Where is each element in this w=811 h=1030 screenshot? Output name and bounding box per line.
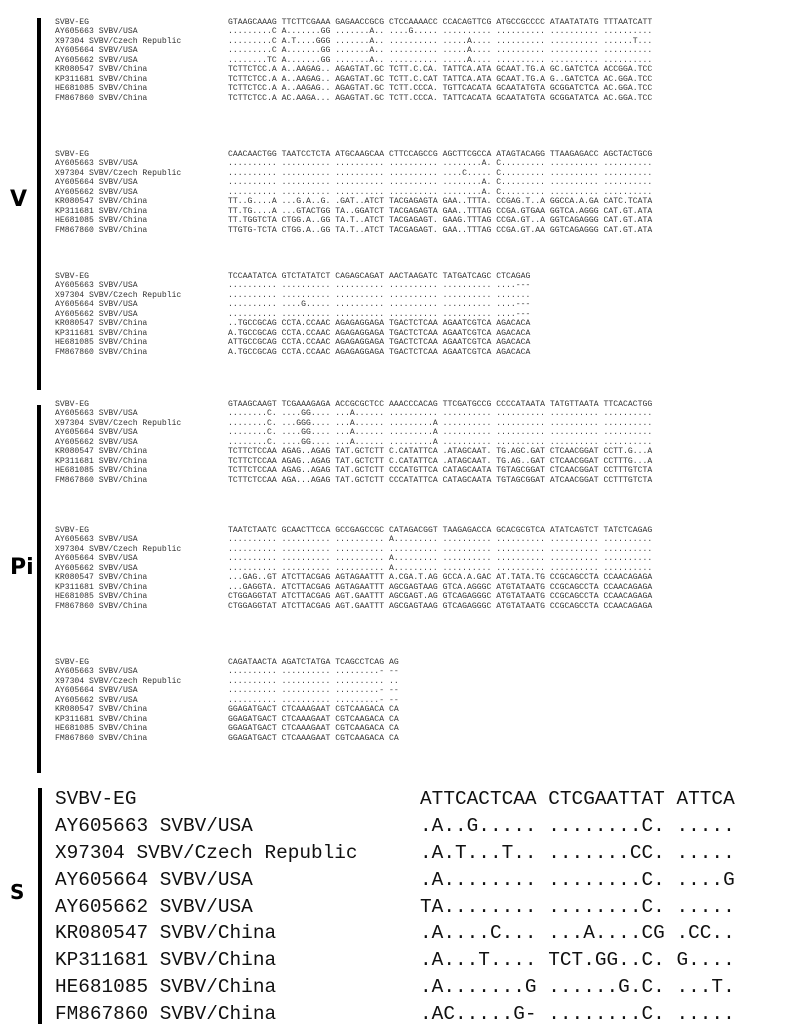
- alignment-row: [55, 526, 652, 535]
- sequence-name: AY605662 SVBV/USA: [55, 563, 138, 573]
- sequence-data: .......... .......... .......... .......... ........A. C......... .......... ..........: [228, 159, 653, 169]
- sequence-name: AY605663 SVBV/USA: [55, 159, 138, 169]
- alignment-row: [55, 310, 530, 319]
- sequence-name: KP311681 SVBV/China: [55, 582, 148, 592]
- alignment-row: [55, 169, 652, 178]
- sequence-name: AY605664 SVBV/USA: [55, 46, 138, 56]
- alignment-row: [55, 197, 652, 206]
- sequence-data: TAATCTAATC GCAACTTCCA GCCGAGCCGC CATAGACGGT TAAGAGACCA GCACGCGTCA ATATCAGTCT TATCTCAGAG: [228, 526, 653, 535]
- sequence-name: AY605662 SVBV/USA: [55, 55, 138, 65]
- sequence-data: ........C. ....GG.... ...A...... .........A .......... .......... .......... ..........: [228, 428, 653, 438]
- alignment-row: [55, 573, 652, 582]
- sequence-data: TT.TG....A ...GTACTGG TA..GGATCT TACGAGAGTA GAA..TTTAG CCGA.GTGAA GGTCA.AGGG CAT.GT.ATA: [228, 206, 653, 216]
- alignment-row: [55, 813, 735, 840]
- sequence-data: TCTTCTCC.A A..AAGAG.. AGAGTAT.GC TCTT.CCCA. TGTTCACATA GCAATATGTA GCGGATCTCA AC.GGA.TCC: [228, 84, 653, 94]
- sequence-name: KP311681 SVBV/China: [55, 206, 148, 216]
- alignment-row: [55, 447, 652, 456]
- alignment-row: [55, 46, 652, 55]
- sequence-data: ........TC A.......GG .......A.. .......... .....A.... .......... .......... ..........: [228, 55, 653, 65]
- sequence-data: .......... .......... .........- --: [228, 695, 399, 705]
- sequence-data: GTAAGCAAAG TTCTTCGAAA GAGAACCGCG CTCCAAAACC CCACAGTTCG ATGCCGCCCC ATAATATATG TTTAATCATT: [228, 18, 653, 27]
- sequence-name: FM867860 SVBV/China: [55, 347, 148, 357]
- sequence-name: KP311681 SVBV/China: [55, 714, 148, 724]
- sequence-name: KP311681 SVBV/China: [55, 456, 148, 466]
- alignment-row: [55, 947, 735, 974]
- sequence-name: AY605664 SVBV/USA: [55, 300, 138, 310]
- sequence-data: ...GAGGTA. ATCTTACGAG AGTAGAATTT AGCGAGTAAG GTCA.AGGGC ATGTATAATG CCGCAGCCTA CCAACAGAGA: [228, 582, 653, 592]
- alignment-row: [55, 696, 399, 705]
- sequence-data: GTAAGCAAGT TCGAAAGAGA ACCGCGCTCC AAACCCACAG TTCGATGCCG CCCCATAATA TATGTTAATA TTCACACTGG: [228, 400, 653, 409]
- alignment-row: [55, 338, 530, 347]
- sequence-name: AY605664 SVBV/USA: [55, 686, 138, 696]
- sequence-name: HE681085 SVBV/China: [55, 84, 148, 94]
- sequence-name: FM867860 SVBV/China: [55, 601, 148, 611]
- sequence-name: X97304 SVBV/Czech Republic: [55, 168, 182, 178]
- sequence-data: GGAGATGACT CTCAAAGAAT CGTCAAGACA CA: [228, 714, 399, 724]
- alignment-block-v-3: [55, 272, 530, 357]
- sequence-data: .......... .......... .......... .......... ........A. C......... .......... ..........: [228, 178, 653, 188]
- sequence-data: .........C A.......GG .......A.. .......... .....A.... .......... .......... ..........: [228, 46, 653, 56]
- sequence-data: .......... .......... .......... .......... ....C..... C......... .......... ..........: [228, 168, 653, 178]
- alignment-row: [55, 583, 652, 592]
- alignment-row: [55, 715, 399, 724]
- sequence-name: KR080547 SVBV/China: [55, 447, 148, 457]
- alignment-row: [55, 27, 652, 36]
- sequence-data: .......... .......... .......... .......... ........A. C......... .......... ..........: [228, 187, 653, 197]
- alignment-row: [55, 867, 735, 894]
- sequence-name: X97304 SVBV/Czech Republic: [55, 544, 182, 554]
- alignment-row: [55, 535, 652, 544]
- alignment-row: [55, 920, 735, 947]
- alignment-row: [55, 272, 530, 281]
- sequence-name: HE681085 SVBV/China: [55, 466, 148, 476]
- sequence-name: KP311681 SVBV/China: [55, 949, 277, 972]
- sequence-name: SVBV-EG: [55, 788, 137, 810]
- alignment-row: [55, 319, 530, 328]
- sequence-data: TT..G....A ...G.A..G. .GAT..ATCT TACGAGAGTA GAA..TTTA. CCGAG.T..A GGCCA.A.GA CATC.TCATA: [228, 197, 653, 207]
- sequence-name: HE681085 SVBV/China: [55, 724, 148, 734]
- sequence-data: CTGGAGGTAT ATCTTACGAG AGT.GAATTT AGCGAGTAAG GTCAGAGGGC ATGTATAATG CCGCAGCCTA CCAACAGAGA: [228, 601, 653, 611]
- sequence-name: X97304 SVBV/Czech Republic: [55, 841, 358, 864]
- sequence-name: AY605662 SVBV/USA: [55, 895, 253, 918]
- alignment-row: [55, 65, 652, 74]
- alignment-row: [55, 786, 735, 813]
- alignment-row: [55, 428, 652, 437]
- sequence-name: FM867860 SVBV/China: [55, 733, 148, 743]
- alignment-block-v-1: [55, 18, 652, 103]
- sequence-data: .......... .......... .......... A......... .......... .......... .......... ..........: [228, 554, 653, 564]
- sequence-name: FM867860 SVBV/China: [55, 225, 148, 235]
- alignment-row: [55, 545, 652, 554]
- sequence-data: TCTTCTCCAA AGAG..AGAG TAT.GCTCTT C.CATATTCA .ATAGCAAT. TG.AG..GAT CTCAACGGAT CCTTTG...A: [228, 456, 653, 466]
- sequence-name: X97304 SVBV/Czech Republic: [55, 676, 182, 686]
- section-s-bracket: [38, 788, 42, 1024]
- sequence-data: CAACAACTGG TAATCCTCTA ATGCAAGCAA CTTCCAGCCG AGCTTCGCCA ATAGTACAGG TTAAGAGACC AGCTACTGCG: [228, 150, 653, 159]
- sequence-data: .......... .......... .......... .......... .......... .......: [228, 290, 531, 300]
- sequence-name: KR080547 SVBV/China: [55, 65, 148, 75]
- sequence-data: .......... .......... .........- --: [228, 686, 399, 696]
- sequence-data: A.TGCCGCAG CCTA.CCAAC AGAGAGGAGA TGACTCTCAA AGAATCGTCA AGACACA: [228, 328, 531, 338]
- alignment-row: [55, 400, 652, 409]
- sequence-data: TCTTCTCCAA AGAG..AGAG TAT.GCTCTT CCCATGTTCA CATAGCAATA TGTAGCGGAT CTCAACGGAT CCTTTGTCTA: [228, 466, 653, 476]
- sequence-data: .A..G..... ........C. .....: [420, 814, 735, 837]
- alignment-row: [55, 974, 735, 1001]
- alignment-block-pi-3: [55, 658, 399, 743]
- sequence-name: FM867860 SVBV/China: [55, 93, 148, 103]
- sequence-data: TTGTG-TCTA CTGG.A..GG TA.T..ATCT TACGAGAGT. GAA..TTTAG CCGA.GT.AA GGTCAGAGGG CAT.GT.ATA: [228, 225, 653, 235]
- sequence-name: AY605662 SVBV/USA: [55, 437, 138, 447]
- alignment-row: [55, 94, 652, 103]
- sequence-data: .A.T...T.. .......CC. .....: [420, 841, 735, 864]
- sequence-data: .......... .......... .........- --: [228, 667, 399, 677]
- sequence-data: A.TGCCGCAG CCTA.CCAAC AGAGAGGAGA TGACTCTCAA AGAATCGTCA AGACACA: [228, 347, 531, 357]
- alignment-row: [55, 178, 652, 187]
- sequence-data: .......... .......... .......... .......... .......... ....---: [228, 281, 531, 291]
- sequence-data: TA........ ........C. .....: [420, 895, 735, 918]
- alignment-row: [55, 281, 530, 290]
- sequence-name: AY605662 SVBV/USA: [55, 309, 138, 319]
- section-pi-label: Pi: [10, 555, 34, 580]
- alignment-row: [55, 300, 530, 309]
- alignment-row: [55, 840, 735, 867]
- sequence-name: AY605663 SVBV/USA: [55, 814, 253, 837]
- sequence-name: KR080547 SVBV/China: [55, 705, 148, 715]
- sequence-name: HE681085 SVBV/China: [55, 976, 277, 999]
- alignment-row: [55, 159, 652, 168]
- sequence-name: AY605664 SVBV/USA: [55, 428, 138, 438]
- alignment-row: [55, 705, 399, 714]
- alignment-row: [55, 207, 652, 216]
- section-s-label: S: [10, 880, 25, 904]
- alignment-row: [55, 75, 652, 84]
- sequence-data: .......... .......... .......... .......... .......... ....---: [228, 309, 531, 319]
- sequence-name: AY605663 SVBV/USA: [55, 281, 138, 291]
- sequence-name: X97304 SVBV/Czech Republic: [55, 418, 182, 428]
- alignment-row: [55, 18, 652, 27]
- section-v-label: V: [10, 187, 28, 212]
- sequence-data: ..TGCCGCAG CCTA.CCAAC AGAGAGGAGA TGACTCTCAA AGAATCGTCA AGACACA: [228, 319, 531, 329]
- alignment-row: [55, 894, 735, 921]
- section-v-bracket: [37, 18, 41, 390]
- alignment-block-pi-2: [55, 526, 652, 611]
- alignment-block-v-2: [55, 150, 652, 235]
- alignment-row: [55, 564, 652, 573]
- alignment-row: [55, 419, 652, 428]
- alignment-row: [55, 348, 530, 357]
- section-pi-bracket: [37, 405, 41, 773]
- sequence-data: .......... .......... .......... .......... .......... .......... .......... ..........: [228, 544, 653, 554]
- sequence-data: .......... .......... .......... A......... .......... .......... .......... ..........: [228, 563, 653, 573]
- alignment-row: [55, 724, 399, 733]
- alignment-row: [55, 188, 652, 197]
- sequence-name: AY605663 SVBV/USA: [55, 667, 138, 677]
- alignment-row: [55, 84, 652, 93]
- sequence-data: ...GAG..GT ATCTTACGAG AGTAGAATTT A.CGA.T.AG GCCA.A.GAC AT.TATA.TG CCGCAGCCTA CCAACAGAGA: [228, 573, 653, 583]
- sequence-data: TCCAATATCA GTCTATATCT CAGAGCAGAT AACTAAGATC TATGATCAGC CTCAGAG: [228, 272, 531, 281]
- sequence-name: AY605664 SVBV/USA: [55, 178, 138, 188]
- alignment-row: [55, 677, 399, 686]
- sequence-name: SVBV-EG: [55, 150, 89, 159]
- sequence-data: TT.TGGTCTA CTGG.A..GG TA.T..ATCT TACGAGAGT. GAAG.TTTAG CCGA.GT..A GGTCAGAGGG CAT.GT.ATA: [228, 216, 653, 226]
- sequence-data: .A........ ........C. ....G: [420, 868, 735, 891]
- sequence-name: KR080547 SVBV/China: [55, 922, 277, 945]
- sequence-name: SVBV-EG: [55, 658, 89, 667]
- sequence-name: KR080547 SVBV/China: [55, 319, 148, 329]
- sequence-name: FM867860 SVBV/China: [55, 475, 148, 485]
- sequence-data: .........C A.T....GGG .......A.. .......... .....A.... .......... .......... ......T...: [228, 36, 653, 46]
- sequence-name: AY605664 SVBV/USA: [55, 554, 138, 564]
- alignment-row: [55, 476, 652, 485]
- alignment-row: [55, 216, 652, 225]
- sequence-data: .A.......G ......G.C. ...T.: [420, 976, 735, 999]
- sequence-data: TCTTCTCC.A A..AAGAG.. AGAGTAT.GC TCTT.C.CA. TATTCA.ATA GCAAT.TG.A GC.GATCTCA ACCGGA.TCC: [228, 65, 653, 75]
- sequence-data: ATTCACTCAA CTCGAATTAT ATTCA: [420, 788, 735, 810]
- alignment-row: [55, 56, 652, 65]
- sequence-data: GGAGATGACT CTCAAAGAAT CGTCAAGACA CA: [228, 733, 399, 743]
- sequence-name: SVBV-EG: [55, 526, 89, 535]
- sequence-data: GGAGATGACT CTCAAAGAAT CGTCAAGACA CA: [228, 724, 399, 734]
- sequence-name: X97304 SVBV/Czech Republic: [55, 290, 182, 300]
- sequence-data: .A....C... ...A....CG .CC..: [420, 922, 735, 945]
- sequence-name: KR080547 SVBV/China: [55, 573, 148, 583]
- alignment-row: [55, 1001, 735, 1028]
- alignment-row: [55, 457, 652, 466]
- sequence-data: ATTGCCGCAG CCTA.CCAAC AGAGAGGAGA TGACTCTCAA AGAATCGTCA AGACACA: [228, 338, 531, 348]
- sequence-data: .AC.....G- ........C. .....: [420, 1003, 735, 1026]
- sequence-data: CTGGAGGTAT ATCTTACGAG AGT.GAATTT AGCGAGT.AG GTCAGAGGGC ATGTATAATG CCGCAGCCTA CCAACAGAGA: [228, 592, 653, 602]
- alignment-row: [55, 226, 652, 235]
- alignment-row: [55, 291, 530, 300]
- sequence-name: AY605662 SVBV/USA: [55, 187, 138, 197]
- alignment-row: [55, 466, 652, 475]
- sequence-name: AY605663 SVBV/USA: [55, 409, 138, 419]
- sequence-data: TCTTCTCC.A A..AAGAG.. AGAGTAT.GC TCTT.C.CAT TATTCA.ATA GCAAT.TG.A G..GATCTCA AC.GGA.TCC: [228, 74, 653, 84]
- sequence-data: .......... .......... .......... ..: [228, 676, 399, 686]
- alignment-row: [55, 329, 530, 338]
- sequence-data: TCTTCTCC.A AC.AAGA... AGAGTAT.GC TCTT.CCCA. TATTCACATA GCAATATGTA GCGGATATCA AC.GGA.TCC: [228, 93, 653, 103]
- sequence-name: SVBV-EG: [55, 272, 89, 281]
- sequence-name: AY605662 SVBV/USA: [55, 695, 138, 705]
- sequence-data: CAGATAACTA AGATCTATGA TCAGCCTCAG AG: [228, 658, 399, 667]
- sequence-data: TCTTCTCCAA AGAG..AGAG TAT.GCTCTT C.CATATTCA .ATAGCAAT. TG.AGC.GAT CTCAACGGAT CCTT.G...A: [228, 447, 653, 457]
- sequence-name: HE681085 SVBV/China: [55, 338, 148, 348]
- sequence-name: SVBV-EG: [55, 18, 89, 27]
- sequence-name: FM867860 SVBV/China: [55, 1003, 277, 1026]
- alignment-row: [55, 658, 399, 667]
- alignment-row: [55, 686, 399, 695]
- alignment-row: [55, 667, 399, 676]
- sequence-data: .......... .......... .......... A......... .......... .......... .......... ..........: [228, 535, 653, 545]
- sequence-name: AY605664 SVBV/USA: [55, 868, 253, 891]
- sequence-data: .......... ....G..... .......... .......... .......... ....---: [228, 300, 531, 310]
- alignment-row: [55, 554, 652, 563]
- alignment-row: [55, 734, 399, 743]
- alignment-row: [55, 150, 652, 159]
- sequence-data: GGAGATGACT CTCAAAGAAT CGTCAAGACA CA: [228, 705, 399, 715]
- sequence-data: ........C. ....GG.... ...A...... .........A .......... .......... .......... ..........: [228, 437, 653, 447]
- sequence-name: AY605663 SVBV/USA: [55, 27, 138, 37]
- sequence-name: SVBV-EG: [55, 400, 89, 409]
- alignment-block-s-1: [55, 786, 735, 1028]
- alignment-row: [55, 592, 652, 601]
- sequence-data: .A...T.... TCT.GG..C. G....: [420, 949, 735, 972]
- sequence-data: TCTTCTCCAA AGA...AGAG TAT.GCTCTT CCCATATTCA CATAGCAATA TGTAGCGGAT ATCAACGGAT CCTTTGTCTA: [228, 475, 653, 485]
- sequence-name: HE681085 SVBV/China: [55, 592, 148, 602]
- sequence-name: KR080547 SVBV/China: [55, 197, 148, 207]
- alignment-row: [55, 37, 652, 46]
- alignment-row: [55, 409, 652, 418]
- sequence-name: AY605663 SVBV/USA: [55, 535, 138, 545]
- sequence-name: KP311681 SVBV/China: [55, 328, 148, 338]
- sequence-data: ........C. ...GGG.... ...A...... .........A .......... .......... .......... ..........: [228, 418, 653, 428]
- sequence-name: KP311681 SVBV/China: [55, 74, 148, 84]
- sequence-name: HE681085 SVBV/China: [55, 216, 148, 226]
- sequence-data: .........C A.......GG .......A.. ....G..... .......... .......... .......... ..........: [228, 27, 653, 37]
- alignment-row: [55, 602, 652, 611]
- alignment-row: [55, 438, 652, 447]
- sequence-data: ........C. ....GG.... ...A...... .......... .......... .......... .......... ..........: [228, 409, 653, 419]
- sequence-name: X97304 SVBV/Czech Republic: [55, 36, 182, 46]
- alignment-block-pi-1: [55, 400, 652, 485]
